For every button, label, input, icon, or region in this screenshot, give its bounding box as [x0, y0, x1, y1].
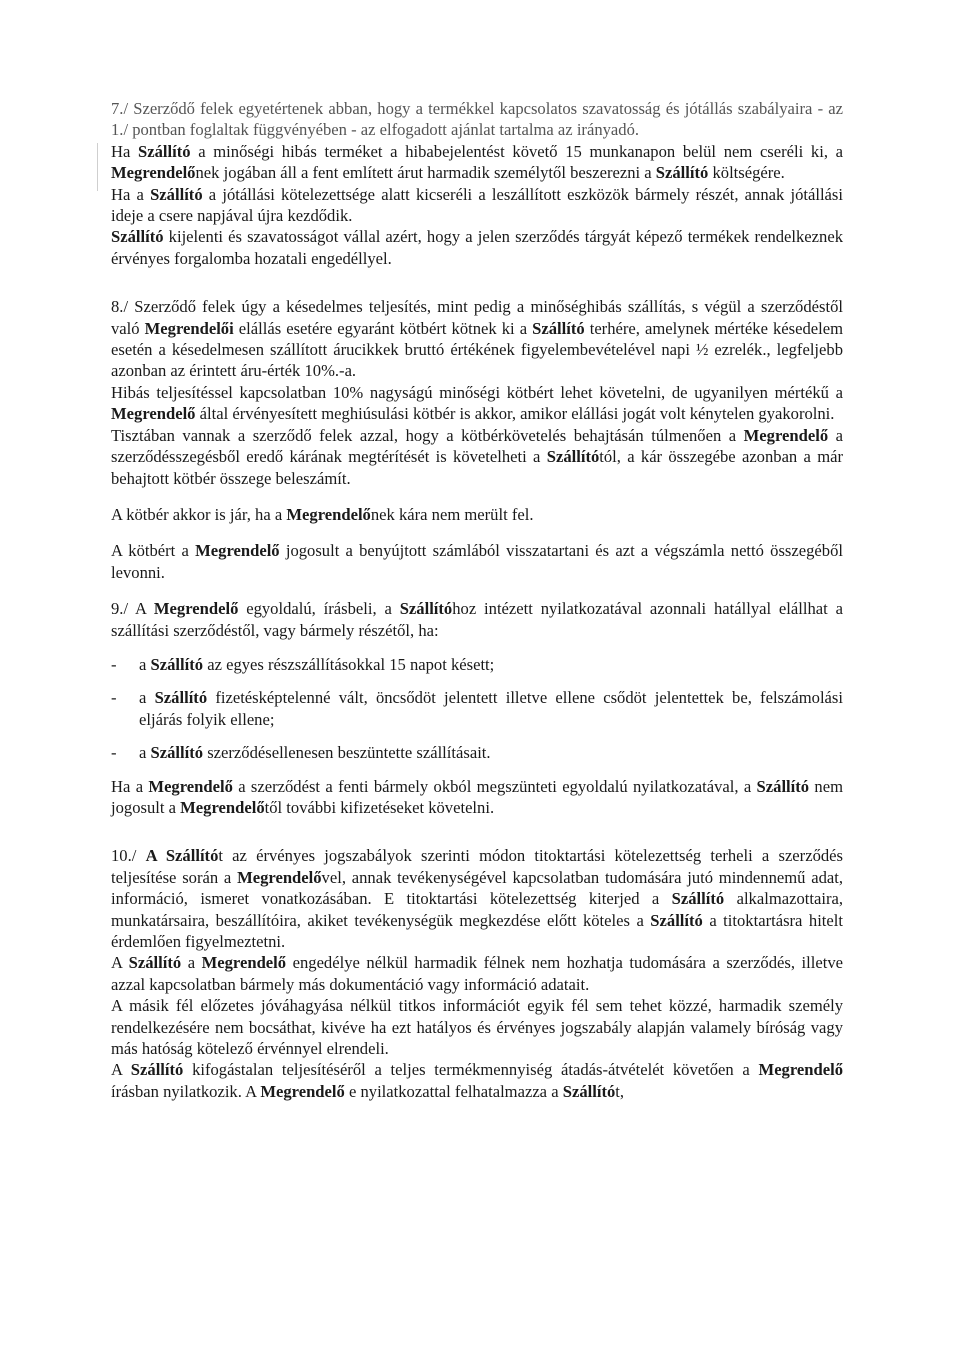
- section-9-termination: 9./ A Megrendelő egyoldalú, írásbeli, a Szállítóhoz intézett nyilatkozatával azonnali hatállyal elállhat a szállítási szerződéstől, vagy bármely részétől, ha:: [111, 599, 843, 640]
- list-item: - a Szállító fizetésképtelenné vált, öncsődöt jelentett illetve ellene csődöt jelentettek be, felszámolási eljárás folyik ellene;: [111, 688, 843, 729]
- scan-margin-mark: [97, 143, 98, 191]
- termination-conditions-list: [111, 654, 843, 764]
- list-item: - a Szállító szerződésellenesen beszüntette szállításait.: [111, 743, 491, 763]
- section-8-withholding: A kötbért a Megrendelő jogosult a benyújtott számlából visszatartani és azt a végszámla nettó összegéből levonni.: [111, 541, 843, 582]
- section-7-permit: Szállító kijelenti és szavatosságot vállal azért, hogy a jelen szerződés tárgyát képező termékek rendelkeznek érvényes forgalomba hozatali engedéllyel.: [111, 227, 843, 268]
- section-8-quality-penalty: Hibás teljesítéssel kapcsolatban 10% nagyságú minőségi kötbért lehet követelni, de ugyanilyen mértékű a Megrendelő által érvényesített meghiúsulási kötbér is akkor, amikor elállási jogát volt kénytelen gyakorolni.: [111, 382, 843, 424]
- section-8-penalty: 8./ Szerződő felek úgy a késedelmes teljesítés, mint pedig a minőséghibás szállítás, s végül a szerződéstől való Megrendelői elállás esetére egyaránt kötbért kötnek ki a Szállító terhére, amelynek mértéke késedelem esetén a késedelmesen szállított árucikkek bruttó értékének figyelembevételével napi ½ ezrelék., legfeljebb azonban az érintett áru-érték 10%.-a.: [111, 297, 844, 381]
- section-7-warranty-restart: Ha a Szállító a jótállási kötelezettsége alatt kicseréli a leszállított eszközök bármely részét, annak jótállási ideje a csere napjával újra kezdődik.: [111, 184, 843, 226]
- section-7-replacement: Ha Szállító a minőségi hibás terméket a hibabejelentést követő 15 munkanapon belül nem cseréli ki, a Megrendelőnek jogában áll a fent említett árut harmadik személytől beszerezni a Szállító költségére.: [111, 141, 843, 183]
- section-8-damages: Tisztában vannak a szerződő felek azzal, hogy a kötbérkövetelés behajtásán túlmenően a Megrendelő a szerződésszegésből eredő kárának megtérítését is követelheti a Szállítótól, a kár összegébe azonban a már behajtott kötbér összege beleszámít.: [111, 425, 843, 488]
- section-7-intro: 7./ Szerződő felek egyetértenek abban, hogy a termékkel kapcsolatos szavatosság és jótállás szabályaira - az 1./ pontban foglaltak függvényében - az elfogadott ajánlat tartalma az irányadó.: [111, 99, 843, 140]
- section-10-secret-info: A másik fél előzetes jóváhagyása nélkül titkos információt egyik fél sem tehet közzé, harmadik személy rendelkezésére nem bocsáthat, kivéve ha ezt hatályos és érvényes jogszabály alapján valamely bíróság vagy más hatóság kötelező érvénnyel elrendeli.: [111, 996, 843, 1059]
- contract-page: [111, 98, 843, 1102]
- section-9-no-payment: Ha a Megrendelő a szerződést a fenti bármely okból megszünteti egyoldalú nyilatkozatával, a Szállító nem jogosult a Megrendelőtől további kifizetéseket követelni.: [111, 776, 844, 817]
- section-8-no-damage: A kötbér akkor is jár, ha a Megrendelőnek kára nem merült fel.: [111, 504, 534, 524]
- section-10-acceptance: A Szállító kifogástalan teljesítéséről a teljes termékmennyiség átadás-átvételét követően a Megrendelő írásban nyilatkozik. A Megrendelő e nyilatkozattal felhatalmazza a Szállítót,: [111, 1060, 844, 1101]
- list-item: - a Szállító az egyes részszállításokkal 15 napot késett;: [111, 654, 495, 674]
- section-10-third-party: A Szállító a Megrendelő engedélye nélkül harmadik félnek nem hozhatja tudomására a szerződés, illetve azzal kapcsolatban bármely más dokumentáció vagy információ adatait.: [111, 953, 843, 994]
- section-10-confidentiality: 10./ A Szállítót az érvényes jogszabályok szerinti módon titoktartási kötelezettség terheli a szerződés teljesítése során a Megrendelővel, annak tevékenységével kapcsolatban tudomására jutó mindennemű adat, információ, ismeret vonatkozásában. E titoktartási kötelezettség kiterjed a Szállító alkalmazottaira, munkatársaira, beszállítóira, akiket tevékenységük megkezdése előtt köteles a Szállító a titoktartásra hitelt érdemlően figyelmeztetni.: [111, 846, 843, 951]
